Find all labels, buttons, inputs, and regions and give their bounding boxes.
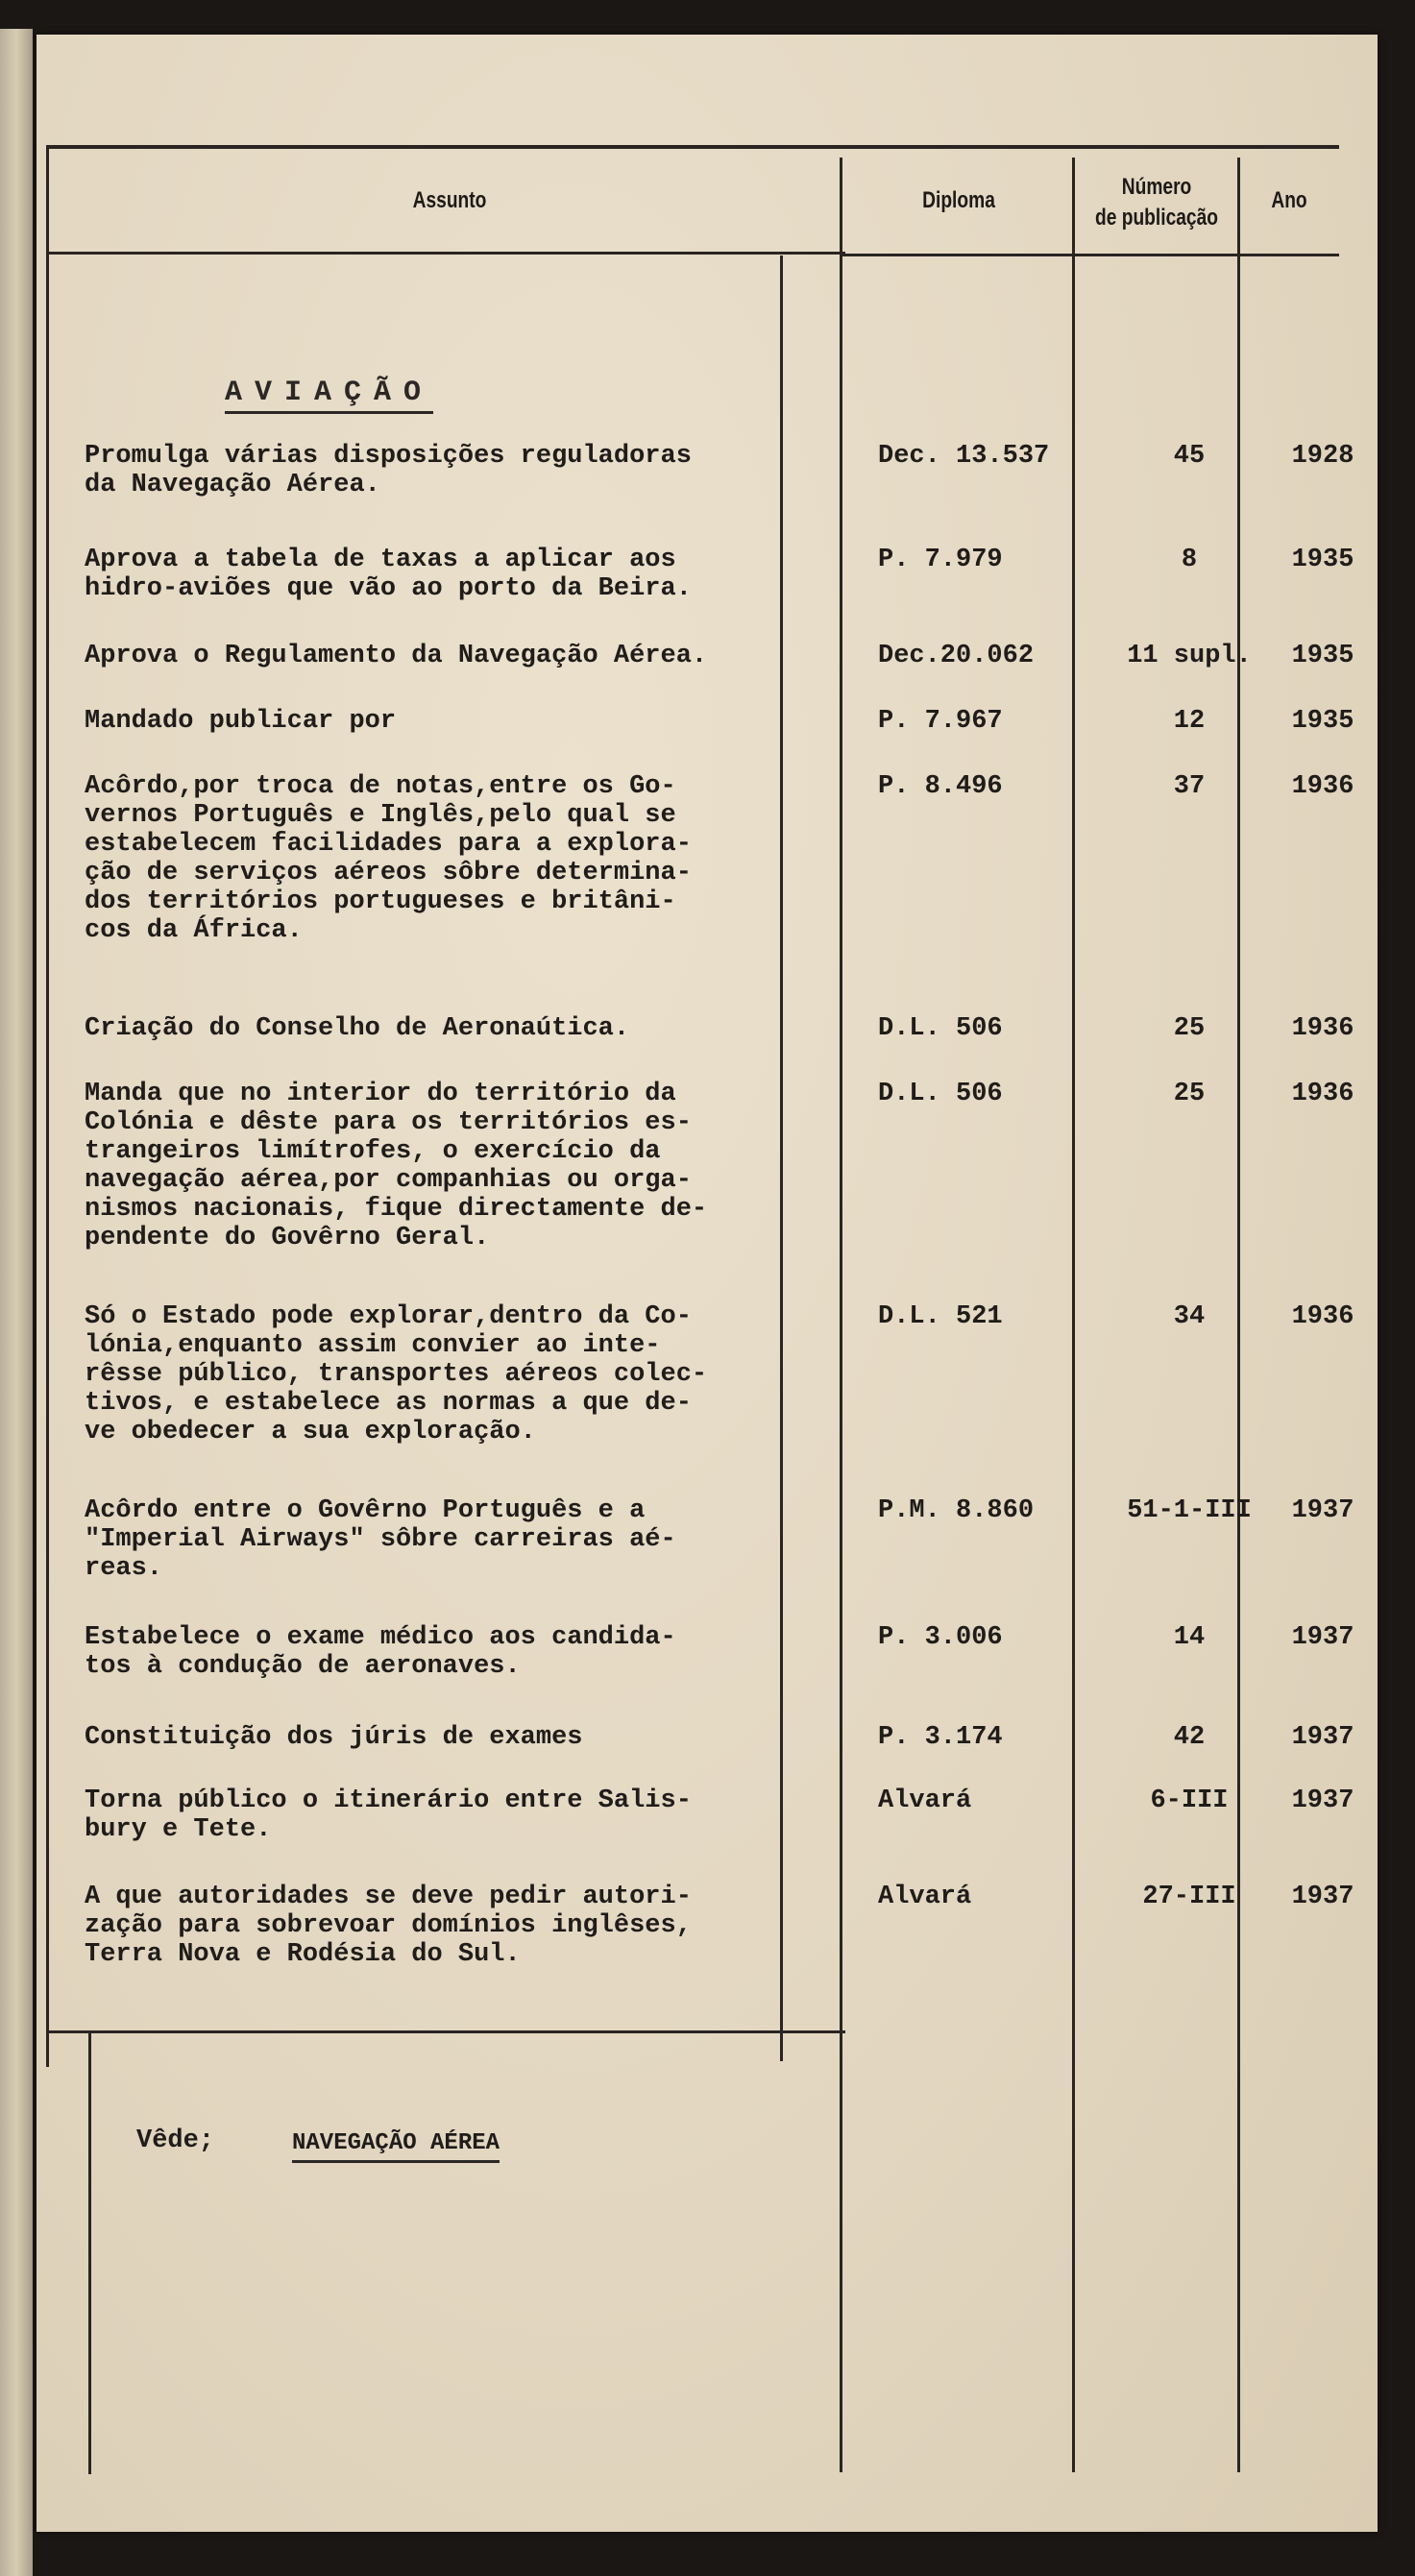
row-subject: Aprova a tabela de taxas a aplicar aos hidro-aviões que vão ao porto da Beira. xyxy=(85,546,692,603)
row-diploma: Dec.20.062 xyxy=(878,642,1035,670)
row-numero: 25 xyxy=(1173,1014,1206,1043)
row-ano: 1937 xyxy=(1291,1496,1354,1525)
row-numero: 12 xyxy=(1173,707,1206,736)
header-diploma: Diploma xyxy=(922,187,995,213)
row-diploma: P. 7.967 xyxy=(878,707,1003,736)
footer-left-rule xyxy=(88,2032,91,2474)
row-numero: 25 xyxy=(1173,1080,1206,1108)
header-bottom-rule-right xyxy=(842,254,1339,256)
row-diploma: P.M. 8.860 xyxy=(878,1496,1035,1525)
row-diploma: Dec. 13.537 xyxy=(878,442,1050,471)
row-subject: Estabelece o exame médico aos candida- tos à condução de aeronaves. xyxy=(85,1623,676,1681)
row-diploma: P. 3.006 xyxy=(878,1623,1003,1652)
row-numero: 6-III xyxy=(1150,1786,1229,1815)
see-also-label: Vêde; xyxy=(136,2126,215,2155)
row-subject: Mandado publicar por xyxy=(85,707,397,736)
row-ano: 1937 xyxy=(1291,1786,1354,1815)
left-border xyxy=(46,146,49,2067)
row-ano: 1936 xyxy=(1291,1014,1354,1043)
row-diploma: P. 7.979 xyxy=(878,546,1003,574)
row-subject: Promulga várias disposições reguladoras da Navegação Aérea. xyxy=(85,442,692,499)
row-numero: 37 xyxy=(1173,772,1206,801)
header-bottom-rule-left xyxy=(46,252,845,255)
row-ano: 1937 xyxy=(1291,1883,1354,1911)
row-numero: 42 xyxy=(1173,1723,1206,1752)
header-ano: Ano xyxy=(1271,187,1307,213)
binding-edge xyxy=(0,29,33,2576)
row-subject: Constituição dos júris de exames xyxy=(85,1723,583,1752)
row-ano: 1935 xyxy=(1291,642,1354,670)
row-ano: 1937 xyxy=(1291,1623,1354,1652)
row-subject: Aprova o Regulamento da Navegação Aérea. xyxy=(85,642,708,670)
row-diploma: P. 8.496 xyxy=(878,772,1003,801)
row-ano: 1936 xyxy=(1291,1080,1354,1108)
row-subject: Só o Estado pode explorar,dentro da Co- lónia,enquanto assim convier ao inte- rêsse público, transportes aéreos colec- tivos, e estabelece as normas a que de- ve obedecer a sua exploração. xyxy=(85,1302,708,1446)
row-numero: 11 supl. xyxy=(1127,642,1252,670)
row-subject: A que autoridades se deve pedir autori- zação para sobrevoar domínios inglêses, Terra Nova e Rodésia do Sul. xyxy=(85,1883,692,1969)
row-ano: 1928 xyxy=(1291,442,1354,471)
row-numero: 51-1-III xyxy=(1127,1496,1252,1525)
row-subject: Acôrdo entre o Govêrno Português e a "Imperial Airways" sôbre carreiras aé- reas. xyxy=(85,1496,676,1583)
row-diploma: D.L. 521 xyxy=(878,1302,1003,1331)
row-numero: 8 xyxy=(1181,546,1198,574)
row-numero: 34 xyxy=(1173,1302,1206,1331)
row-subject: Acôrdo,por troca de notas,entre os Go- vernos Português e Inglês,pelo qual se estabelecem facilidades para a explora- ção de serviços aéreos sôbre determina- dos territórios portugueses e britâni- cos da África. xyxy=(85,772,692,945)
top-rule xyxy=(46,145,1339,149)
section-title: AVIAÇÃO xyxy=(225,377,433,414)
row-diploma: D.L. 506 xyxy=(878,1014,1003,1043)
row-numero: 14 xyxy=(1173,1623,1206,1652)
index-card-page xyxy=(37,35,1378,2532)
row-ano: 1936 xyxy=(1291,772,1354,801)
row-numero: 45 xyxy=(1173,442,1206,471)
row-diploma: D.L. 506 xyxy=(878,1080,1003,1108)
row-numero: 27-III xyxy=(1142,1883,1236,1911)
footer-rule xyxy=(46,2030,845,2033)
header-numero-line2: de publicação xyxy=(1094,205,1219,231)
row-ano: 1936 xyxy=(1291,1302,1354,1331)
header-numero-line1: Número xyxy=(1121,174,1192,200)
row-subject: Torna público o itinerário entre Salis- bury e Tete. xyxy=(85,1786,692,1844)
row-diploma: Alvará xyxy=(878,1883,972,1911)
row-subject: Criação do Conselho de Aeronaútica. xyxy=(85,1014,630,1043)
row-ano: 1935 xyxy=(1291,546,1354,574)
row-ano: 1935 xyxy=(1291,707,1354,736)
row-diploma: Alvará xyxy=(878,1786,972,1815)
row-diploma: P. 3.174 xyxy=(878,1723,1003,1752)
diploma-column-rule xyxy=(840,158,842,2472)
row-subject: Manda que no interior do território da Colónia e dêste para os territórios es- trangeiros limítrofes, o exercício da navegação aérea,por companhias ou orga- nismos nacionais, fique directamente de- pendente do Govêrno Geral. xyxy=(85,1080,708,1252)
header-assunto: Assunto xyxy=(412,187,487,213)
row-ano: 1937 xyxy=(1291,1723,1354,1752)
see-also-reference: NAVEGAÇÃO AÉREA xyxy=(292,2130,500,2163)
